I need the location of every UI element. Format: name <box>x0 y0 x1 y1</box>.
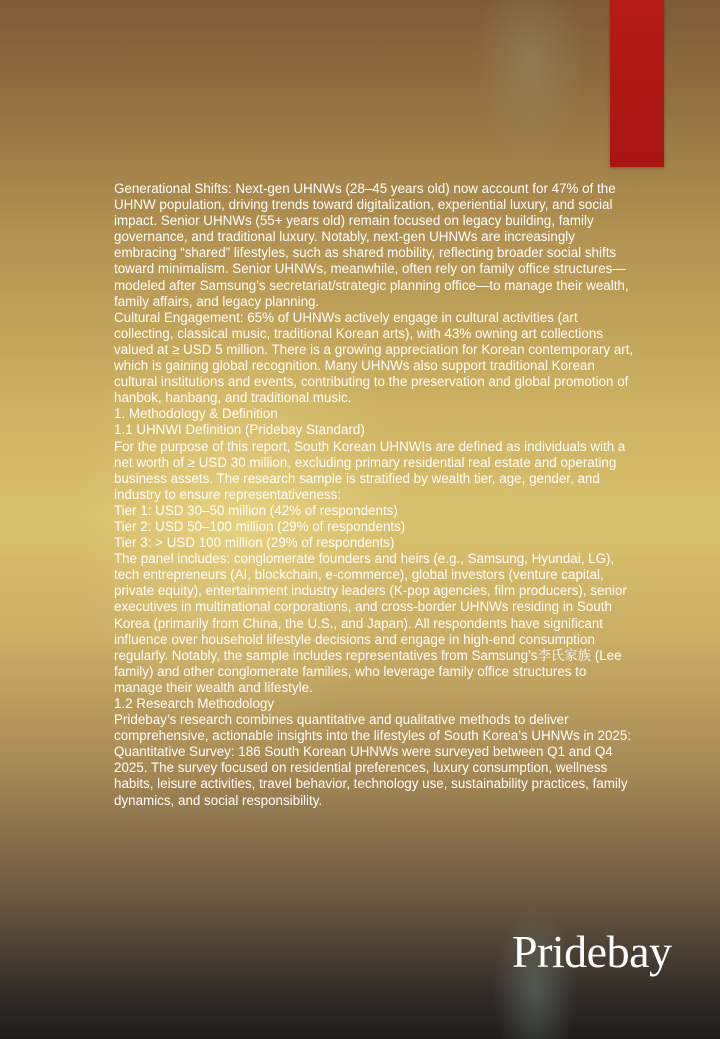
paragraph-research-intro: Pridebay’s research combines quantitative and qualitative methods to deliver comprehensive, actionable insights into the lifestyles of South Korea’s UHNWs in 2025: <box>114 712 632 744</box>
paragraph-quantitative-survey: Quantitative Survey: 186 South Korean UHNWs were surveyed between Q1 and Q4 2025. The survey focused on residential preferences, luxury consumption, wellness habits, leisure activities, travel behavior, technology use, sustainability practices, family dynamics, and social responsibility. <box>114 744 628 808</box>
pridebay-logo: Pridebay <box>512 926 672 977</box>
red-bookmark-tab <box>610 0 664 167</box>
paragraph-cultural-engagement: Cultural Engagement: 65% of UHNWs actively engage in cultural activities (art collecting, classical music, traditional Korean arts), with 43% owning art collections valued at ≥ USD 5 million. There is a growing appreciation for Korean contemporary art, which is gaining global recognition. Many UHNWs also support traditional Korean cultural institutions and events, contributing to the preservation and global promotion of hanbok, hanbang, and traditional music. <box>114 309 634 406</box>
tier-3: Tier 3: > USD 100 million (29% of respondents) <box>114 535 395 551</box>
heading-research-methodology: 1.2 Research Methodology <box>114 696 275 711</box>
paragraph-definition: For the purpose of this report, South Korean UHNWIs are defined as individuals with a net worth of ≥ USD 30 million, excluding primary residential real estate and operating business assets. The research sample is stratified by wealth tier, age, gender, and industry to ensure representativeness: <box>114 438 626 502</box>
paragraph-panel: The panel includes: conglomerate founders and heirs (e.g., Samsung, Hyundai, LG), tech entrepreneurs (AI, blockchain, e-commerce), global investors (venture capital, private equity), entertainment industry leaders (K-pop agencies, film producers), senior executives in multinational corporations, and cross-border UHNWs residing in South Korea (primarily from China, the U.S., and Japan). All respondents have significant influence over household lifestyle decisions and engage in high-end consumption regularly. Notably, the sample includes representatives from Samsung’s李氏家族 (Lee family) and other conglomerate families, who leverage family office structures to manage their wealth and lifestyle. <box>114 551 627 695</box>
heading-uhnwi-definition: 1.1 UHNWI Definition (Pridebay Standard) <box>114 422 365 438</box>
tier-1: Tier 1: USD 30–50 million (42% of respondents) <box>114 502 398 518</box>
body-text <box>114 181 636 809</box>
heading-methodology: 1. Methodology & Definition <box>114 406 278 422</box>
tier-2: Tier 2: USD 50–100 million (29% of respondents) <box>114 518 406 534</box>
paragraph-generational-shifts: Generational Shifts: Next-gen UHNWs (28–45 years old) now account for 47% of the UHNW population, driving trends toward digitalization, experiential luxury, and social impact. Senior UHNWs (55+ years old) remain focused on legacy building, family governance, and traditional luxury. Notably, next-gen UHNWs are increasingly embracing “shared” lifestyles, such as shared mobility, reflecting broader social shifts toward minimalism. Senior UHNWs, meanwhile, often rely on family office structures—modeled after Samsung’s secretariat/strategic planning office—to manage their wealth, family affairs, and legacy planning. <box>114 181 629 309</box>
